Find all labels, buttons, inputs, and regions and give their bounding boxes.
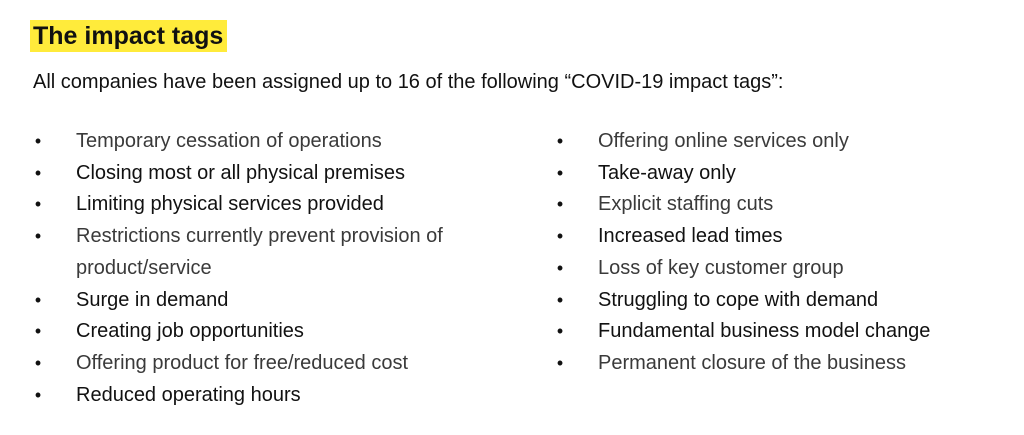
section-heading: The impact tags xyxy=(30,20,227,52)
tag-label: Offering online services only xyxy=(598,130,849,152)
bullet-icon: • xyxy=(556,257,564,278)
bullet-icon: • xyxy=(34,226,42,247)
list-item xyxy=(552,126,1012,158)
bullet-icon: • xyxy=(556,131,564,151)
bullet-icon: • xyxy=(556,289,564,310)
tag-label: Limiting physical services provided xyxy=(76,193,384,216)
tag-label: Surge in demand xyxy=(76,288,229,311)
tag-label: Temporary cessation of operations xyxy=(76,130,382,152)
tag-label: Explicit staffing cuts xyxy=(598,193,774,216)
bullet-icon: • xyxy=(556,321,564,342)
tag-label: Fundamental business model change xyxy=(598,320,931,343)
list-item xyxy=(552,189,1012,221)
list-item xyxy=(30,158,530,190)
bullet-icon: • xyxy=(34,384,42,405)
list-item xyxy=(30,348,530,380)
tag-label: Take-away only xyxy=(598,161,736,184)
tag-label: Increased lead times xyxy=(598,225,783,248)
bullet-icon: • xyxy=(34,352,42,373)
list-item xyxy=(552,285,1012,317)
list-item xyxy=(552,253,1012,285)
tag-label: Restrictions currently prevent provision of product/service xyxy=(76,225,443,279)
list-item xyxy=(30,316,530,348)
bullet-icon: • xyxy=(34,162,42,183)
list-item xyxy=(552,348,1012,380)
list-item xyxy=(552,316,1012,348)
list-item xyxy=(552,221,1012,253)
bullet-icon: • xyxy=(556,194,564,215)
list-item xyxy=(30,221,530,284)
tag-label: Creating job opportunities xyxy=(76,320,304,343)
list-item xyxy=(30,126,530,158)
tag-label: Reduced operating hours xyxy=(76,383,301,406)
bullet-icon: • xyxy=(34,289,42,310)
list-item xyxy=(552,158,1012,190)
tag-label: Closing most or all physical premises xyxy=(76,161,406,184)
bullet-icon: • xyxy=(556,226,564,247)
bullet-icon: • xyxy=(556,352,564,373)
list-item xyxy=(30,189,530,221)
bullet-icon: • xyxy=(34,131,42,151)
tag-label: Loss of key customer group xyxy=(598,256,844,279)
tag-label: Struggling to cope with demand xyxy=(598,288,879,311)
tag-list-left xyxy=(30,126,530,411)
bullet-icon: • xyxy=(34,194,42,215)
bullet-icon: • xyxy=(34,321,42,342)
tag-label: Offering product for free/reduced cost xyxy=(76,351,409,374)
tag-label: Permanent closure of the business xyxy=(598,351,906,374)
intro-paragraph: All companies have been assigned up to 16 of the following “COVID-19 impact tags”: xyxy=(33,71,784,93)
bullet-icon: • xyxy=(556,162,564,183)
list-item xyxy=(30,380,530,412)
tag-list-right xyxy=(552,126,1012,380)
list-item xyxy=(30,285,530,317)
